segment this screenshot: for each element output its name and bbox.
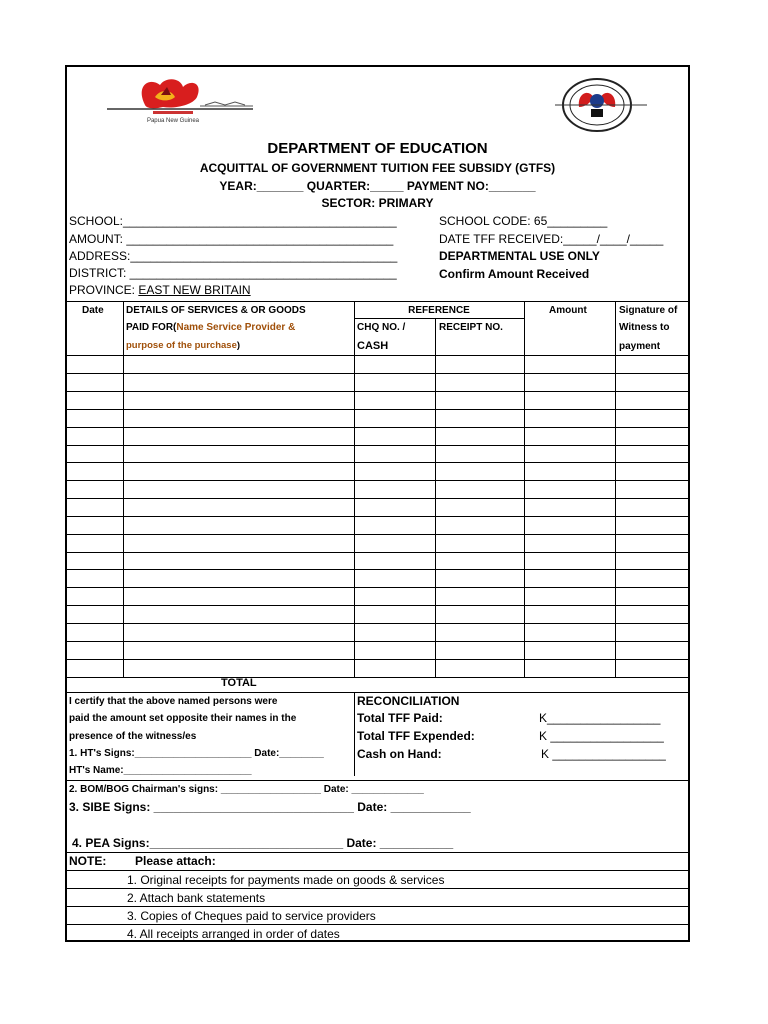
png-emblem-logo [105, 75, 255, 125]
certify-line-1: I certify that the above named persons were [69, 696, 278, 707]
education-seal-logo [555, 77, 647, 133]
table-row-line [67, 587, 688, 588]
reconciliation-title: RECONCILIATION [357, 694, 460, 708]
province-value: EAST NEW BRITAIN [138, 283, 251, 297]
bom-signs-field[interactable]: 2. BOM/BOG Chairman's signs: __________________ Date: _____________ [69, 784, 424, 795]
province-label: PROVINCE: [69, 283, 139, 297]
col-header-details-2b: Name Service Provider & [176, 322, 296, 333]
table-row-line [67, 498, 688, 499]
cash-on-hand-field[interactable]: K _________________ [541, 747, 666, 761]
table-row-line [67, 569, 688, 570]
col-header-chq-2: CASH [357, 340, 389, 352]
note-item: 1. Original receipts for payments made on goods & services [127, 873, 445, 887]
note-item: 4. All receipts arranged in order of dates [127, 927, 340, 941]
date-tff-received-field[interactable]: DATE TFF RECEIVED:_____/____/_____ [439, 232, 664, 246]
note-divider [67, 888, 688, 889]
table-row-line [67, 516, 688, 517]
note-divider [67, 870, 688, 871]
col-header-details-3a: purpose of the purchase [126, 340, 237, 351]
table-row-line [67, 552, 688, 553]
total-label: TOTAL [221, 677, 257, 689]
col-header-signature-2: Witness to [619, 322, 670, 333]
pea-signs-field[interactable]: 4. PEA Signs:_____________________________ Date: ___________ [72, 836, 454, 850]
sector-line: SECTOR: PRIMARY [321, 196, 434, 210]
note-divider [67, 924, 688, 925]
col-header-receipt: RECEIPT NO. [439, 322, 503, 333]
note-label: NOTE: [69, 854, 107, 868]
year-quarter-line: YEAR:_______ QUARTER:_____ PAYMENT NO:_______ [219, 179, 536, 193]
col-header-signature-3: payment [619, 341, 661, 352]
table-row-line [67, 427, 688, 428]
table-row-line [67, 391, 688, 392]
school-code-field[interactable]: SCHOOL CODE: 65_________ [439, 214, 608, 228]
total-tff-expended-label: Total TFF Expended: [357, 729, 475, 743]
col-header-details-2 [126, 322, 295, 333]
table-row-line [67, 409, 688, 410]
logo-left-caption: Papua New Guinea [146, 118, 200, 124]
table-row-line [67, 605, 688, 606]
col-header-signature-1: Signature of [619, 305, 678, 316]
sibe-signs-field[interactable]: 3. SIBE Signs: ______________________________ Date: ____________ [69, 800, 471, 814]
total-tff-paid-field[interactable]: K_________________ [539, 711, 661, 725]
col-header-amount: Amount [549, 305, 587, 316]
ht-name-field[interactable]: HT's Name:_______________________ [69, 765, 252, 776]
table-row-line [67, 641, 688, 642]
col-header-date: Date [82, 305, 104, 316]
table-row-line [67, 480, 688, 481]
please-attach-label: Please attach: [135, 854, 216, 868]
confirm-amount-label: Confirm Amount Received [439, 267, 590, 281]
amount-field[interactable]: AMOUNT: ________________________________________ [69, 232, 394, 246]
note-item: 3. Copies of Cheques paid to service providers [127, 909, 376, 923]
province-field [69, 283, 251, 297]
note-divider [67, 906, 688, 907]
address-field[interactable]: ADDRESS:________________________________________ [69, 249, 398, 263]
certify-line-3: presence of the witness/es [69, 731, 197, 742]
col-header-details-2a: PAID FOR( [126, 322, 177, 333]
col-header-details-1: DETAILS OF SERVICES & OR GOODS [126, 305, 306, 316]
total-tff-expended-field[interactable]: K _________________ [539, 729, 664, 743]
ht-signs-field[interactable]: 1. HT's Signs:_____________________ Date:________ [69, 748, 324, 759]
table-row-line [67, 677, 688, 678]
departmental-use-label: DEPARTMENTAL USE ONLY [439, 249, 600, 263]
col-header-details-3 [126, 340, 240, 351]
table-row-line [67, 659, 688, 660]
col-header-chq-1: CHQ NO. / [357, 322, 406, 333]
acquittal-form [65, 65, 690, 942]
table-row-line [67, 534, 688, 535]
page-title: DEPARTMENT OF EDUCATION [267, 140, 488, 157]
total-tff-paid-label: Total TFF Paid: [357, 711, 443, 725]
table-row-line [67, 373, 688, 374]
form-subtitle: ACQUITTAL OF GOVERNMENT TUITION FEE SUBSIDY (GTFS) [199, 161, 556, 175]
table-row-line [67, 623, 688, 624]
table-row-line [67, 462, 688, 463]
cash-on-hand-label: Cash on Hand: [357, 747, 442, 761]
col-header-details-3b: ) [236, 340, 241, 351]
certify-line-2: paid the amount set opposite their names in the [69, 713, 297, 724]
col-header-reference: REFERENCE [408, 305, 470, 316]
district-field[interactable]: DISTRICT: ________________________________________ [69, 266, 397, 280]
note-item: 2. Attach bank statements [127, 891, 266, 905]
table-row-line [67, 445, 688, 446]
school-field[interactable]: SCHOOL:_________________________________________ [69, 214, 397, 228]
